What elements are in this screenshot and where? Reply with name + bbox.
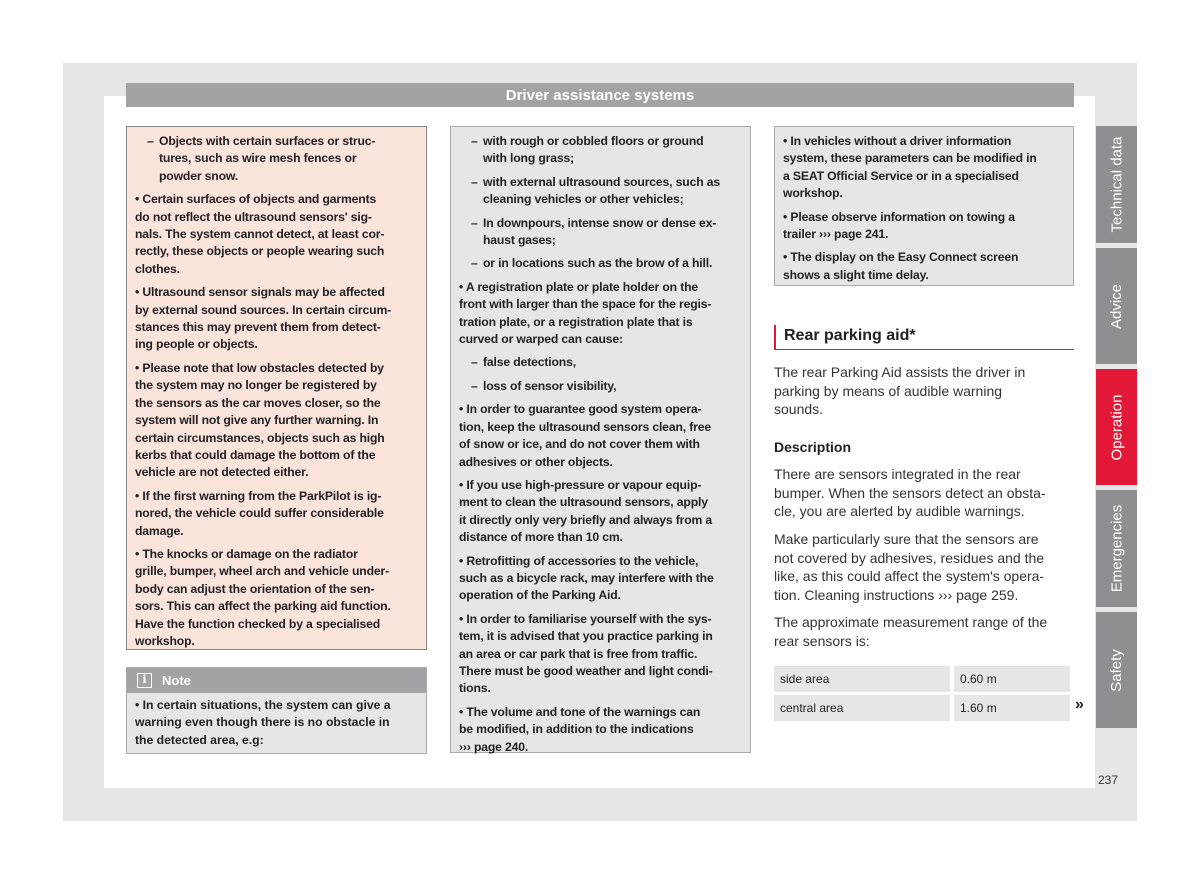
bullet-item: • In order to familiarise yourself with the sys- tem, it is advised that you practice parking in an area or car park that is free from traffic. There must be good weather and light condi- tions. <box>459 611 713 696</box>
dash-item: – or in locations such as the brow of a hill. <box>459 255 742 272</box>
tab-operation[interactable] <box>1096 369 1137 485</box>
dash-item: – loss of sensor visibility, <box>459 378 742 395</box>
dash-item: – with rough or cobbled floors or ground with long grass; <box>459 133 742 168</box>
table-row <box>774 695 1074 721</box>
description-p3: The approximate measurement range of the rear sensors is: <box>774 614 1048 649</box>
tab-advice[interactable] <box>1096 248 1137 364</box>
page-number: 237 <box>1098 773 1119 787</box>
bullet-item: • Ultrasound sensor signals may be affected by external sound sources. In certain circum- stances this may prevent them from detect- ing people or objects. <box>135 285 392 352</box>
description-p1: There are sensors integrated in the rear bumper. When the sensors detect an obsta- cle, you are alerted by audible warnings. <box>774 466 1046 519</box>
tab-safety[interactable] <box>1096 612 1137 728</box>
section-subtitle: Description <box>774 439 852 455</box>
dash-item: – Objects with certain surfaces or struc- tures, such as wire mesh fences or powder snow. <box>135 133 418 185</box>
note-text: • In certain situations, the system can give a warning even though there is no obstacle in the detected area, e.g: <box>135 698 391 747</box>
tab-label: Emergencies <box>1108 504 1126 593</box>
tab-label: Operation <box>1108 394 1125 460</box>
dash-item: – with external ultrasound sources, such as cleaning vehicles or other vehicles; <box>459 174 742 209</box>
tab-technical-data[interactable] <box>1096 126 1137 243</box>
tab-label: Technical data <box>1108 136 1125 233</box>
table-cell: central area <box>774 695 954 721</box>
info-icon: i <box>137 673 152 688</box>
bullet-item: • Please note that low obstacles detected by the system may no longer be registered by the sensors as the car moves closer, so the system will not give any further warning. In certain circumstances, objects such as high kerbs that could damage the bottom of the vehicle are not detected either. <box>135 360 385 480</box>
continue-icon: » <box>1075 696 1084 713</box>
table-cell: 1.60 m <box>954 695 1074 721</box>
bullet-item: • Retrofitting of accessories to the vehicle, such as a bicycle rack, may interfere with the operation of the Parking Aid. <box>459 553 714 603</box>
bullet-item: • The knocks or damage on the radiator grille, bumper, wheel arch and vehicle under- body can adjust the orientation of the sen- sors. This can affect the parking aid function. Have the function checked by a specialised workshop. <box>135 546 391 648</box>
bullet-item: • The display on the Easy Connect screen shows a slight time delay. <box>783 250 1019 282</box>
note-title: Note <box>162 673 191 688</box>
description-p2: Make particularly sure that the sensors are not covered by adhesives, residues and the like, as this could affect the system's opera- tion. Cleaning instructions ››› page 259. <box>774 531 1045 603</box>
bullet-item: • A registration plate or plate holder on the front with larger than the space for the regis- tration plate, or a registration plate that is curved or warped can cause: <box>459 279 712 347</box>
tab-label: Advice <box>1108 283 1125 329</box>
tab-label: Safety <box>1108 648 1125 692</box>
bullet-item: • Please observe information on towing a trailer ››› page 241. <box>783 209 1015 242</box>
note-header <box>127 668 426 693</box>
bullet-item: • Certain surfaces of objects and garments do not reflect the ultrasound sensors' sig- nals. The system cannot detect, at least cor- rectly, these objects or people wearing such clothes. <box>135 192 385 276</box>
warning-box <box>126 126 427 650</box>
middle-box <box>450 126 751 753</box>
bullet-item: • In vehicles without a driver information system, these parameters can be modified in a SEAT Official Service or in a specialised workshop. <box>783 134 1037 201</box>
range-table <box>774 663 1074 724</box>
tab-emergencies[interactable] <box>1096 490 1137 607</box>
dash-item: – false detections, <box>459 354 742 371</box>
table-cell: 0.60 m <box>954 666 1074 692</box>
bullet-item: • If you use high-pressure or vapour equip- ment to clean the ultrasound sensors, apply it directly only very briefly and always from a distance of more than 10 cm. <box>459 477 713 545</box>
section-title: Rear parking aid* <box>774 325 1074 350</box>
section-intro: The rear Parking Aid assists the driver in parking by means of audible warning sounds. <box>774 364 1026 417</box>
dash-item: – In downpours, intense snow or dense ex- haust gases; <box>459 215 742 250</box>
table-cell: side area <box>774 666 954 692</box>
chapter-header: Driver assistance systems <box>126 83 1074 107</box>
bullet-item: • In order to guarantee good system opera- tion, keep the ultrasound sensors clean, free of snow or ice, and do not cover them with adhesives or other objects. <box>459 402 711 469</box>
right-box <box>774 126 1074 286</box>
note-box <box>126 667 427 754</box>
bullet-item: • The volume and tone of the warnings can be modified, in addition to the indications ››› page 240. <box>459 704 701 754</box>
table-row <box>774 666 1074 692</box>
bullet-item: • If the first warning from the ParkPilot is ig- nored, the vehicle could suffer considerable damage. <box>135 488 384 538</box>
